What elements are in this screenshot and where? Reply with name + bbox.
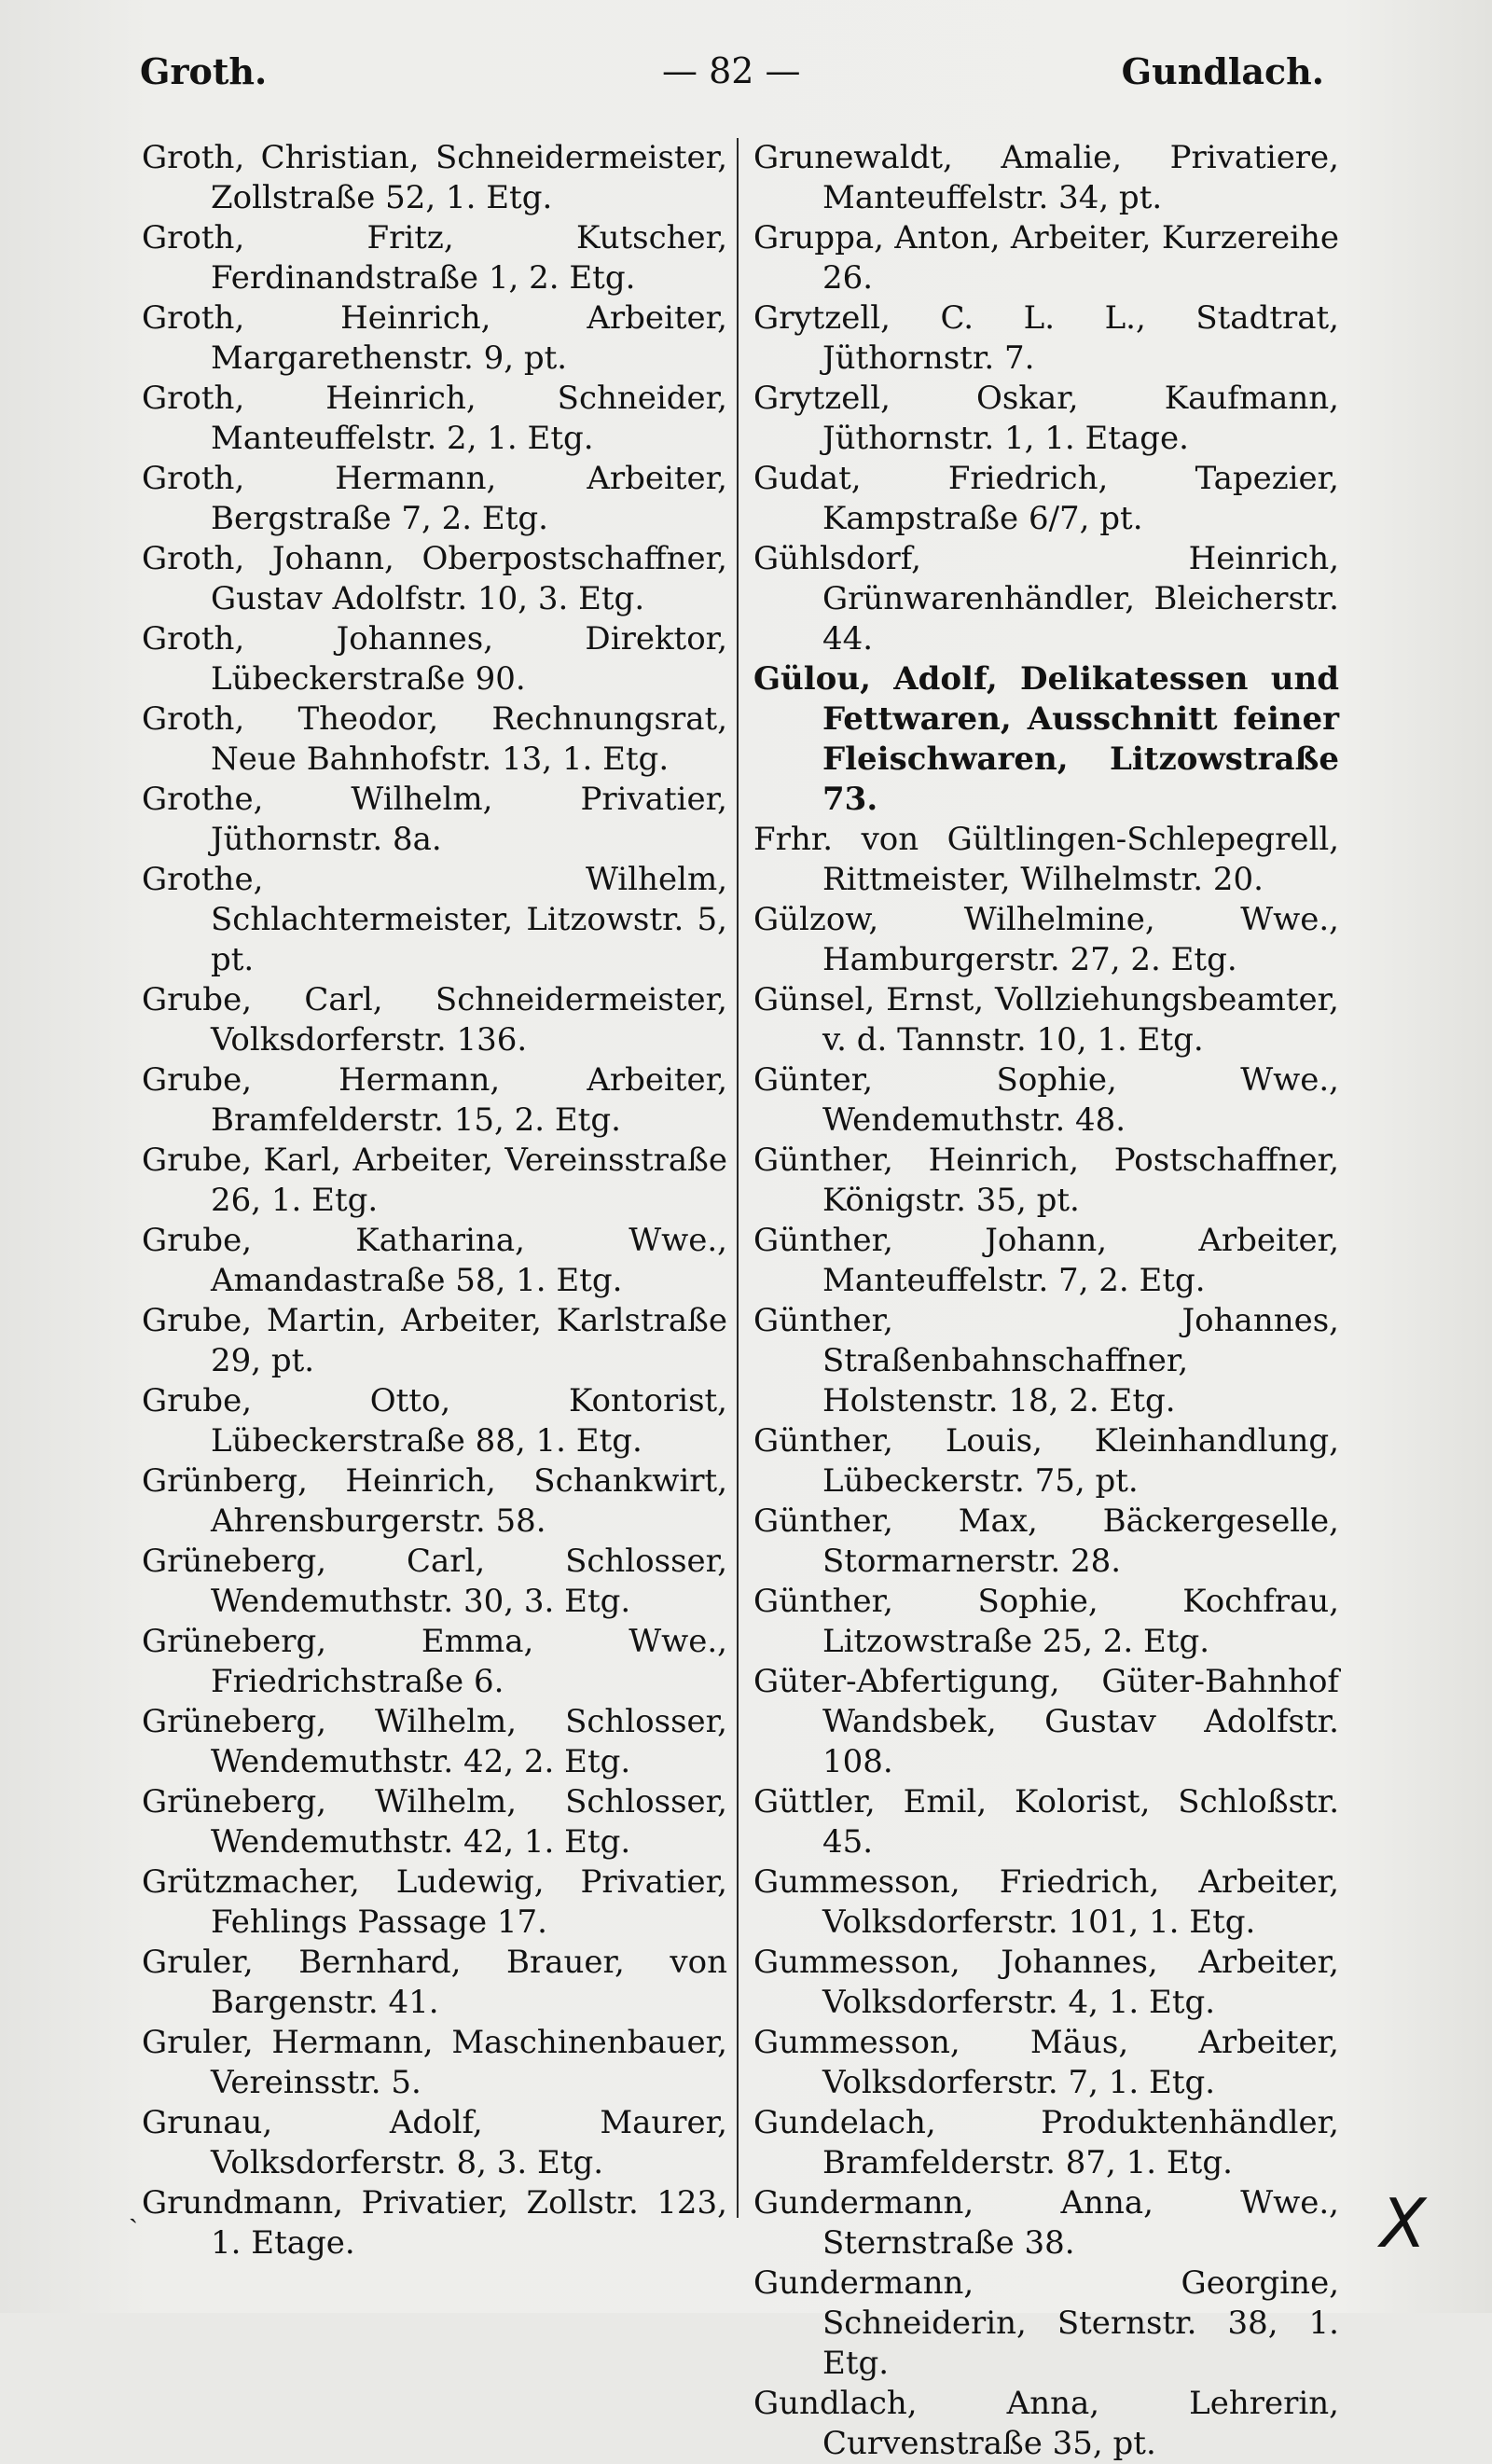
directory-entry: Gruler, Hermann, Maschinenbauer, Vereinsstr. 5. [142,2024,727,2101]
directory-entry: Günther, Max, Bäckergeselle, Stormarnerstr. 28. [753,1502,1339,1580]
directory-entry: Groth, Heinrich, Arbeiter, Margarethenstr. 9, pt. [142,299,727,377]
directory-entry: Grothe, Wilhelm, Schlachtermeister, Litzowstr. 5, pt. [142,861,727,978]
right-column [753,138,1339,2464]
directory-entry: Gundlach, Anna, Lehrerin, Curvenstraße 35, pt. [753,2385,1339,2462]
directory-entry: Gundermann, Anna, Wwe., Sternstraße 38. [753,2184,1339,2262]
directory-entry: Gudat, Friedrich, Tapezier, Kampstraße 6/7, pt. [753,460,1339,537]
handwritten-mark: X [1380,2184,1427,2263]
directory-entry: Groth, Johann, Oberpostschaffner, Gustav Adolfstr. 10, 3. Etg. [142,540,727,617]
directory-entry: Günter, Sophie, Wwe., Wendemuthstr. 48. [753,1061,1339,1139]
left-column [142,138,727,2263]
directory-entry: Grüneberg, Carl, Schlosser, Wendemuthstr. 30, 3. Etg. [142,1543,727,1620]
directory-entry: Frhr. von Gültlingen-Schlepegrell, Rittmeister, Wilhelmstr. 20. [753,821,1339,898]
directory-entry: Gühlsdorf, Heinrich, Grünwarenhändler, Bleicherstr. 44. [753,540,1339,658]
directory-entry: Gruler, Bernhard, Brauer, von Bargenstr. 41. [142,1944,727,2021]
directory-entry: Grytzell, C. L. L., Stadtrat, Jüthornstr. 7. [753,299,1339,377]
page-number: — 82 — [662,50,801,91]
directory-entry: Gummesson, Johannes, Arbeiter, Volksdorferstr. 4, 1. Etg. [753,1944,1339,2021]
directory-entry: Groth, Johannes, Direktor, Lübeckerstraße 90. [142,620,727,698]
directory-entry: Günther, Johannes, Straßenbahnschaffner, Holstenstr. 18, 2. Etg. [753,1302,1339,1419]
directory-entry: Grothe, Wilhelm, Privatier, Jüthornstr. 8a. [142,781,727,858]
header-right-keyword: Gundlach. [1121,50,1324,92]
directory-entry: Grube, Carl, Schneidermeister, Volksdorferstr. 136. [142,981,727,1059]
directory-entry: Grube, Katharina, Wwe., Amandastraße 58, 1. Etg. [142,1222,727,1299]
margin-tick: ˎ [129,2192,138,2224]
header-left-keyword: Groth. [140,50,268,92]
directory-entry: Grüneberg, Wilhelm, Schlosser, Wendemuthstr. 42, 2. Etg. [142,1703,727,1780]
directory-entry: Gundelach, Produktenhändler, Bramfelderstr. 87, 1. Etg. [753,2104,1339,2181]
directory-entry: Groth, Christian, Schneidermeister, Zollstraße 52, 1. Etg. [142,139,727,216]
directory-entry: Günther, Heinrich, Postschaffner, Königstr. 35, pt. [753,1142,1339,1219]
directory-entry: Groth, Hermann, Arbeiter, Bergstraße 7, 2. Etg. [142,460,727,537]
directory-entry: Günsel, Ernst, Vollziehungsbeamter, v. d. Tannstr. 10, 1. Etg. [753,981,1339,1059]
directory-entry-advertisement: Gülou, Adolf, Delikatessen und Fettwaren, Ausschnitt feiner Fleischwaren, Litzowstraße 73. [753,660,1339,818]
directory-entry: Grundmann, Privatier, Zollstr. 123, 1. Etage. [142,2184,727,2262]
directory-entry: Gummesson, Mäus, Arbeiter, Volksdorferstr. 7, 1. Etg. [753,2024,1339,2101]
directory-entry: Grüneberg, Emma, Wwe., Friedrichstraße 6. [142,1623,727,1700]
directory-entry: Grytzell, Oskar, Kaufmann, Jüthornstr. 1, 1. Etage. [753,380,1339,457]
directory-entry: Güter-Abfertigung, Güter-Bahnhof Wandsbek, Gustav Adolfstr. 108. [753,1663,1339,1780]
directory-entry: Gülzow, Wilhelmine, Wwe., Hamburgerstr. 27, 2. Etg. [753,901,1339,978]
directory-entry: Grube, Hermann, Arbeiter, Bramfelderstr. 15, 2. Etg. [142,1061,727,1139]
directory-entry: Grube, Martin, Arbeiter, Karlstraße 29, pt. [142,1302,727,1379]
directory-entry: Gundermann, Georgine, Schneiderin, Sternstr. 38, 1. Etg. [753,2264,1339,2382]
directory-entry: Günther, Sophie, Kochfrau, Litzowstraße 25, 2. Etg. [753,1583,1339,1660]
directory-entry: Grube, Otto, Kontorist, Lübeckerstraße 88, 1. Etg. [142,1382,727,1460]
directory-entry: Günther, Johann, Arbeiter, Manteuffelstr. 7, 2. Etg. [753,1222,1339,1299]
directory-entry: Groth, Theodor, Rechnungsrat, Neue Bahnhofstr. 13, 1. Etg. [142,700,727,778]
directory-entry: Groth, Heinrich, Schneider, Manteuffelstr. 2, 1. Etg. [142,380,727,457]
directory-entry: Grube, Karl, Arbeiter, Vereinsstraße 26, 1. Etg. [142,1142,727,1219]
directory-entry: Grützmacher, Ludewig, Privatier, Fehlings Passage 17. [142,1863,727,1941]
page-header [140,45,1324,101]
directory-entry: Grünberg, Heinrich, Schankwirt, Ahrensburgerstr. 58. [142,1462,727,1540]
directory-entry: Gummesson, Friedrich, Arbeiter, Volksdorferstr. 101, 1. Etg. [753,1863,1339,1941]
directory-entry: Gruppa, Anton, Arbeiter, Kurzereihe 26. [753,219,1339,297]
directory-entry: Günther, Louis, Kleinhandlung, Lübeckerstr. 75, pt. [753,1422,1339,1500]
directory-entry: Grunau, Adolf, Maurer, Volksdorferstr. 8, 3. Etg. [142,2104,727,2181]
directory-entry: Güttler, Emil, Kolorist, Schloßstr. 45. [753,1783,1339,1861]
directory-entry: Groth, Fritz, Kutscher, Ferdinandstraße 1, 2. Etg. [142,219,727,297]
directory-entry: Grunewaldt, Amalie, Privatiere, Manteuffelstr. 34, pt. [753,139,1339,216]
column-divider [737,138,739,2218]
directory-entry: Grüneberg, Wilhelm, Schlosser, Wendemuthstr. 42, 1. Etg. [142,1783,727,1861]
